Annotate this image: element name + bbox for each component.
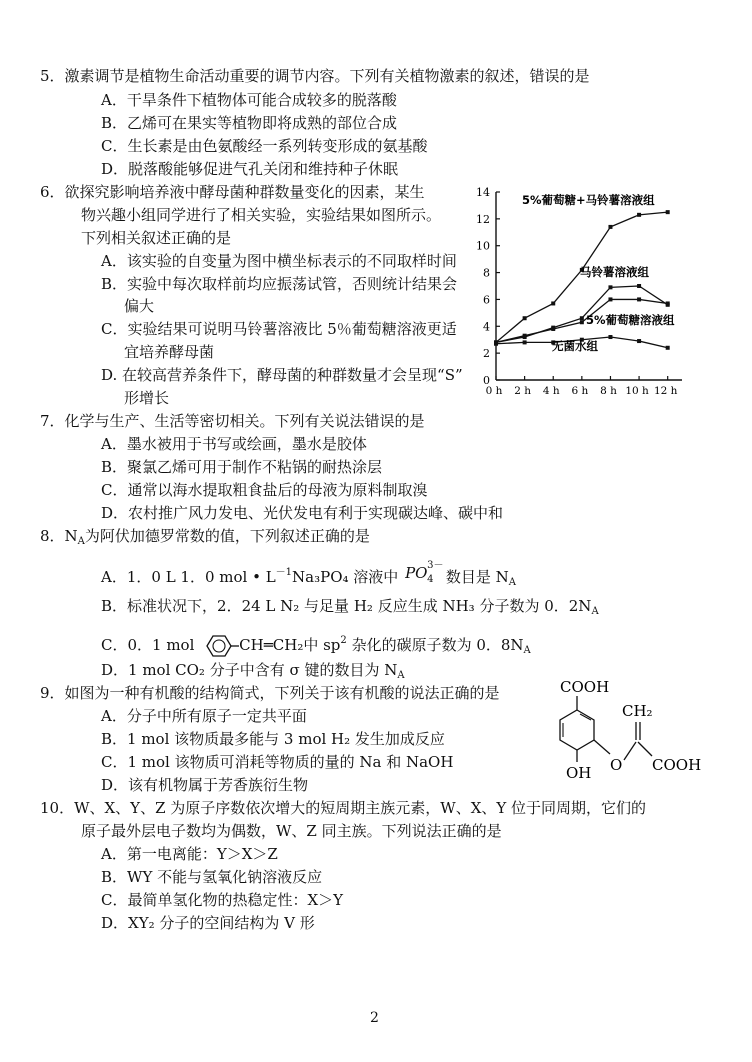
data-point: [637, 213, 641, 217]
data-point: [666, 301, 670, 305]
q5-option-b: B．乙烯可在果实等植物即将成熟的部位合成: [101, 114, 398, 132]
x-tick-label: 2 h: [514, 385, 532, 396]
q5-option-d: D．脱落酸能够促进气孔关闭和维持种子休眠: [101, 160, 399, 178]
struct-o-bridge: O: [610, 756, 623, 774]
q6-option-a: A．该实验的自变量为图中横坐标表示的不同取样时间: [101, 252, 457, 270]
data-point: [608, 285, 612, 289]
q6-option-d-cont: 形增长: [124, 389, 170, 407]
data-point: [523, 334, 527, 338]
data-point: [637, 284, 641, 288]
x-tick-label: 10 h: [625, 385, 649, 396]
data-point: [551, 301, 555, 305]
q8-option-b: B．标准状况下，2．24 L N₂ 与足量 H₂ 反应生成 NH₃ 分子数为 0．$2N_A$: [101, 597, 599, 617]
data-point: [580, 320, 584, 324]
q10-option-c: C．最简单氢化物的热稳定性：X＞Y: [101, 891, 344, 909]
q8-option-c: C．0．1 mol CH═CH₂中 $sp^2$ 杂化的碳原子数为 0．$8N_A$: [101, 628, 531, 664]
data-point: [637, 339, 641, 343]
q7-option-d: D．农村推广风力发电、光伏发电有利于实现碳达峰、碳中和: [101, 504, 504, 522]
yeast-growth-chart: [470, 182, 702, 396]
series-label: 5%葡萄糖溶液组: [586, 313, 675, 327]
y-tick-label: 12: [476, 212, 490, 226]
q10-option-a: A．第一电离能：Y＞X＞Z: [101, 845, 278, 863]
q8-option-d: D．1 mol CO₂ 分子中含有 σ 键的数目为 $N_A$: [101, 661, 405, 681]
q7-option-c: C．通常以海水提取粗食盐后的母液为原料制取溴: [101, 481, 428, 499]
data-point: [637, 297, 641, 301]
q9-option-a: A．分子中所有原子一定共平面: [101, 707, 307, 725]
x-tick-label: 12 h: [653, 385, 678, 396]
y-tick-label: 0: [483, 374, 490, 387]
data-point: [608, 335, 612, 339]
x-tick-label: 4 h: [542, 385, 560, 396]
q10-stem-line2: 原子最外层电子数均为偶数，W、Z 同主族。下列说法正确的是: [81, 822, 502, 840]
data-point: [666, 346, 670, 350]
organic-acid-structure: [540, 676, 720, 796]
series-label: 马铃薯溶液组: [580, 265, 649, 279]
q9-option-b: B．1 mol 该物质最多能与 3 mol H₂ 发生加成反应: [101, 730, 445, 748]
q7-option-a: A．墨水被用于书写或绘画，墨水是胶体: [101, 435, 367, 453]
q8-option-a: A．1．0 L 1．0 mol • $L^{-1}Na_3PO_4$ 溶液中 PO 3－ 4 数目是 $N_A$: [101, 560, 516, 588]
q7-stem: 7．化学与生产、生活等密切相关。下列有关说法错误的是: [40, 412, 425, 430]
benzene-ring-icon: [199, 633, 239, 659]
q6-option-c: C．实验结果可说明马铃薯溶液比 5％葡萄糖溶液更适: [101, 320, 457, 338]
q5-stem: 5．激素调节是植物生命活动重要的调节内容。下列有关植物激素的叙述，错误的是: [40, 67, 590, 85]
y-tick-label: 4: [483, 320, 490, 334]
data-point: [523, 316, 527, 320]
q10-stem-line1: 10．W、X、Y、Z 为原子序数依次增大的短周期主族元素，W、X、Y 位于同周期，它们的: [40, 799, 647, 817]
series-label: 无菌水组: [552, 339, 598, 353]
data-point: [666, 210, 670, 214]
data-point: [580, 316, 584, 320]
chart-series: [494, 210, 670, 350]
chart-labels: [522, 193, 675, 353]
q6-stem-line2: 物兴趣小组同学进行了相关实验，实验结果如图所示。: [81, 206, 442, 224]
x-tick-label: 0 h: [485, 385, 503, 396]
q9-option-d: D．该有机物属于芳香族衍生物: [101, 776, 309, 794]
struct-oh: OH: [566, 764, 592, 782]
data-point: [608, 297, 612, 301]
q6-stem-line1: 6．欲探究影响培养液中酵母菌种群数量变化的因素，某生: [40, 183, 425, 201]
phosphate-ion: PO 3－ 4: [405, 560, 444, 585]
y-tick-label: 6: [483, 293, 490, 307]
q10-option-b: B．WY 不能与氢氧化钠溶液反应: [101, 868, 323, 886]
y-tick-label: 2: [483, 347, 490, 361]
y-tick-label: 10: [476, 239, 490, 253]
page-number: 2: [370, 1010, 379, 1026]
y-tick-label: 8: [483, 266, 490, 280]
struct-ch2: CH₂: [622, 702, 653, 720]
data-point: [608, 225, 612, 229]
q6-option-b: B．实验中每次取样前均应振荡试管，否则统计结果会: [101, 275, 458, 293]
q8-stem: 8．$N_A$为阿伏加德罗常数的值，下列叙述正确的是: [40, 527, 370, 547]
q6-stem-line3: 下列相关叙述正确的是: [81, 229, 232, 247]
q5-option-a: A．干旱条件下植物体可能合成较多的脱落酸: [101, 91, 397, 109]
struct-cooh-right: COOH: [652, 756, 702, 774]
chart-axes: [476, 186, 682, 396]
q6-option-d: D. 在较高营养条件下，酵母菌的种群数量才会呈现“S”: [101, 366, 463, 384]
q6-option-b-cont: 偏大: [124, 297, 155, 315]
q9-option-c: C．1 mol 该物质可消耗等物质的量的 Na 和 NaOH: [101, 753, 454, 771]
data-point: [523, 340, 527, 344]
q5-option-c: C．生长素是由色氨酸经一系列转变形成的氨基酸: [101, 137, 428, 155]
struct-cooh-top: COOH: [560, 678, 610, 696]
q7-option-b: B．聚氯乙烯可用于制作不粘锅的耐热涂层: [101, 458, 383, 476]
y-tick-label: 14: [476, 186, 490, 199]
data-point: [551, 327, 555, 331]
series-label: 5%葡萄糖+马铃薯溶液组: [522, 193, 655, 207]
x-tick-label: 8 h: [600, 385, 617, 396]
q6-option-c-cont: 宜培养酵母菌: [124, 343, 215, 361]
q10-option-d: D．XY₂ 分子的空间结构为 V 形: [101, 914, 315, 932]
q9-stem: 9．如图为一种有机酸的结构简式，下列关于该有机酸的说法正确的是: [40, 684, 500, 702]
data-point: [494, 342, 498, 346]
x-tick-label: 6 h: [571, 385, 589, 396]
